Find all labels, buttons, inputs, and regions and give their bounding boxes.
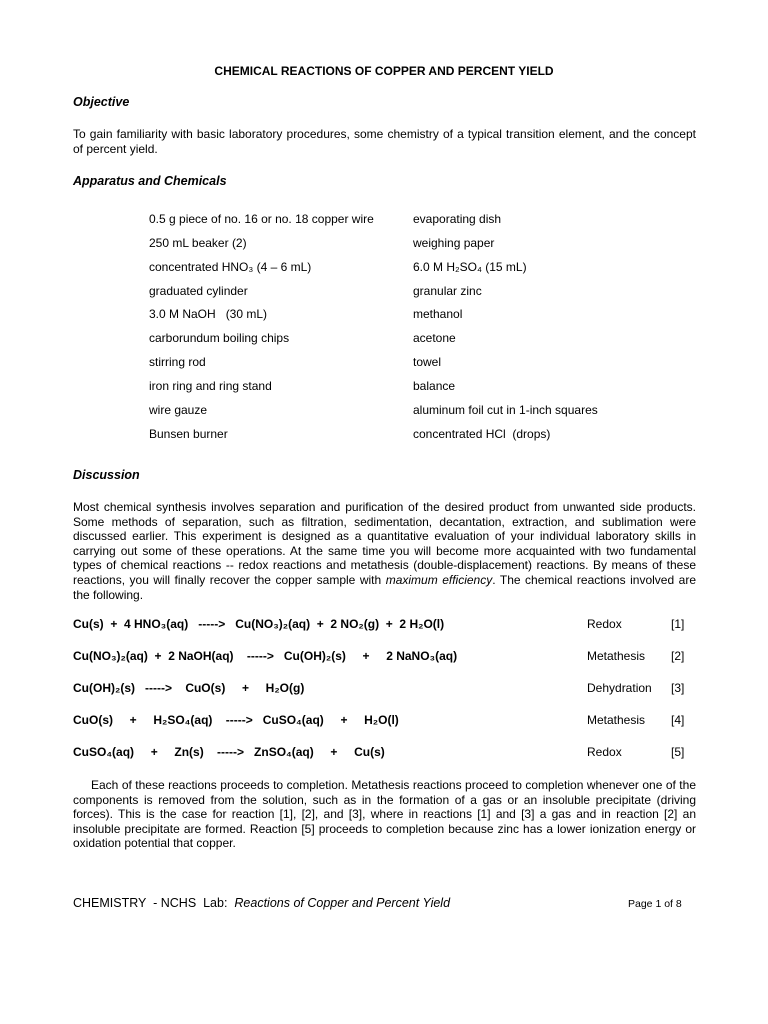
reaction-number: [1] [671,617,685,631]
apparatus-row [149,403,669,421]
reaction-equation: Cu(OH)₂(s) -----> CuO(s) + H₂O(g) [73,681,305,695]
reaction-row [73,713,703,731]
reaction-equation: CuO(s) + H₂SO₄(aq) -----> CuSO₄(aq) + H₂O(l) [73,713,399,727]
apparatus-row [149,355,669,373]
reaction-type: Redox [587,617,622,631]
apparatus-row [149,379,669,397]
apparatus-row [149,307,669,325]
apparatus-row [149,331,669,349]
reaction-type: Metathesis [587,713,646,727]
reaction-number: [2] [671,649,685,663]
footer-prefix: CHEMISTRY - NCHS Lab: [73,896,235,910]
objective-text: To gain familiarity with basic laboratory procedures, some chemistry of a typical transition element, and the concept of percent yield. [73,127,696,156]
footer-page-number: Page 1 of 8 [628,898,682,910]
discussion-emphasis: maximum efficiency [385,572,493,587]
reaction-type: Metathesis [587,649,646,663]
apparatus-item: methanol [413,307,463,321]
objective-heading: Objective [73,95,130,109]
apparatus-item: weighing paper [413,236,495,250]
apparatus-item: 250 mL beaker (2) [149,236,247,250]
apparatus-item: wire gauze [149,403,208,417]
reaction-number: [3] [671,681,685,695]
apparatus-item: 3.0 M NaOH (30 mL) [149,307,268,321]
apparatus-item: aluminum foil cut in 1-inch squares [413,403,598,417]
reaction-equation: CuSO₄(aq) + Zn(s) -----> ZnSO₄(aq) + Cu(s) [73,745,385,759]
completion-text: Each of these reactions proceeds to completion. Metathesis reactions proceed to completion whenever one of the components is removed from the solution, such as in the formation of a gas or an insoluble precipitate (driving forces). This is the case for reaction [1], [2], and [3], where in reactions [1] and [3] a gas and in reaction [2] an insoluble precipitate are formed. Reaction [5] proceeds to completion because zinc has a lower ionization energy or oxidation potential that copper. [73,778,696,851]
reaction-equation: Cu(s) + 4 HNO₃(aq) -----> Cu(NO₃)₂(aq) + 2 NO₂(g) + 2 H₂O(l) [73,617,445,631]
apparatus-row [149,284,669,302]
discussion-text-part: Most chemical synthesis involves separation and purification of the desired product from unwanted side products. Some methods of separation, such as filtration, sedimentation, decantation, extraction, and sublimation were discussed earlier. This experiment is designed as a quantitative evaluation of your individual laboratory skills in carrying out some of these operations. At the same time you will become more acquainted with two fundamental types of chemical reactions -- redox reactions and metathesis (double-displacement) reactions. By means of these reactions, you will finally recover the copper sample with [73,500,696,587]
apparatus-item: concentrated HCl (drops) [413,427,551,441]
apparatus-item: concentrated HNO₃ (4 – 6 mL) [149,260,312,274]
apparatus-row [149,212,669,230]
apparatus-item: iron ring and ring stand [149,379,272,393]
reaction-number: [4] [671,713,685,727]
apparatus-item: carborundum boiling chips [149,331,290,345]
reaction-type: Redox [587,745,622,759]
apparatus-item: acetone [413,331,456,345]
discussion-text-part: . The chemical reactions involved are the following. [73,572,696,602]
discussion-heading: Discussion [73,468,140,482]
apparatus-row [149,236,669,254]
apparatus-row [149,427,669,445]
reaction-row [73,681,703,699]
reaction-equation: Cu(NO₃)₂(aq) + 2 NaOH(aq) -----> Cu(OH)₂(s) + 2 NaNO₃(aq) [73,649,458,663]
apparatus-item: evaporating dish [413,212,502,226]
apparatus-item: towel [413,355,442,369]
footer-course [73,896,450,910]
reaction-number: [5] [671,745,685,759]
apparatus-item: graduated cylinder [149,284,248,298]
apparatus-item: granular zinc [413,284,482,298]
footer-lab-title: Reactions of Copper and Percent Yield [234,896,451,910]
apparatus-item: 6.0 M H₂SO₄ (15 mL) [413,260,527,274]
reaction-type: Dehydration [587,681,652,695]
apparatus-item: balance [413,379,456,393]
reaction-row [73,617,703,635]
reaction-row [73,649,703,667]
apparatus-item: stirring rod [149,355,206,369]
apparatus-item: 0.5 g piece of no. 16 or no. 18 copper wire [149,212,374,226]
page-title: CHEMICAL REACTIONS OF COPPER AND PERCENT YIELD [214,64,554,78]
discussion-text [73,500,696,602]
apparatus-row [149,260,669,278]
apparatus-heading: Apparatus and Chemicals [73,174,227,188]
apparatus-item: Bunsen burner [149,427,228,441]
reaction-row [73,745,703,763]
